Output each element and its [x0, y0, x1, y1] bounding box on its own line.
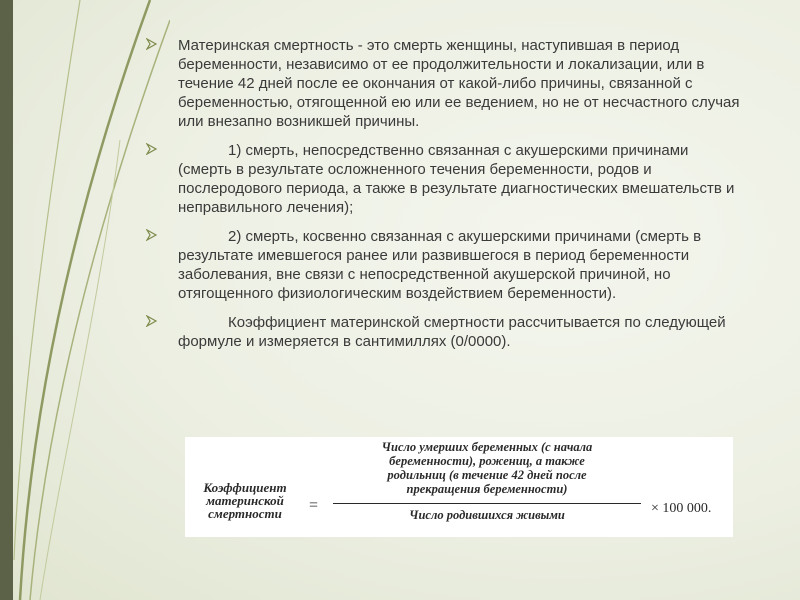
formula-denominator: Число родившихся живыми	[409, 508, 565, 522]
formula-left-line: смертности	[208, 506, 282, 521]
arrow-bullet-icon	[146, 229, 157, 241]
formula-numerator	[337, 440, 637, 496]
numerator-line: Число умерших беременных (с начала	[381, 440, 593, 454]
fraction-bar	[333, 503, 641, 504]
paragraph-indirect-causes	[150, 227, 740, 303]
decorative-curved-lines	[0, 0, 170, 600]
numerator-line: прекращения беременности)	[406, 482, 568, 496]
formula-image	[185, 437, 733, 537]
arrow-bullet-icon	[146, 38, 157, 50]
paragraph-text: 1) смерть, непосредственно связанная с акушерскими причинами (смерть в результате осложненного течения беременности, родов и послеродового периода, а также в результате диагностических вмешательств и неправильного лечения);	[178, 142, 735, 216]
paragraph-text: Материнская смертность - это смерть женщины, наступившая в период беременности, независимо от ее продолжительности и локализации, или в течение 42 дней после ее окончания от какой-либо причины, связанной с беременностью, отягощенной ею или ее ведением, но не от несчастного случая или внезапно возникшей причины.	[178, 37, 740, 130]
formula-left-line: материнской	[206, 493, 284, 508]
formula-left-line: Коэффициент	[203, 480, 287, 495]
paragraph-coefficient	[150, 313, 740, 351]
slide-content	[150, 36, 740, 361]
arrow-bullet-icon	[146, 315, 157, 327]
numerator-line: беременности), рожениц, а также	[389, 454, 585, 468]
numerator-line: родильниц (в течение 42 дней после	[387, 468, 587, 482]
paragraph-definition	[150, 36, 740, 131]
paragraph-text: 2) смерть, косвенно связанная с акушерскими причинами (смерть в результате имевшегося ранее или развившегося в период беременности заболевания, вне связи с непосредственной акушерской причиной, но отягощенного физиологическим воздействием беременности).	[178, 228, 702, 302]
formula-equals: =	[309, 497, 319, 514]
formula-multiplier: × 100 000.	[651, 501, 712, 516]
formula-left-side	[195, 481, 295, 520]
paragraph-direct-causes	[150, 141, 740, 217]
paragraph-text: Коэффициент материнской смертности рассчитывается по следующей формуле и измеряется в сантимиллях (0/0000).	[178, 314, 726, 350]
arrow-bullet-icon	[146, 143, 157, 155]
